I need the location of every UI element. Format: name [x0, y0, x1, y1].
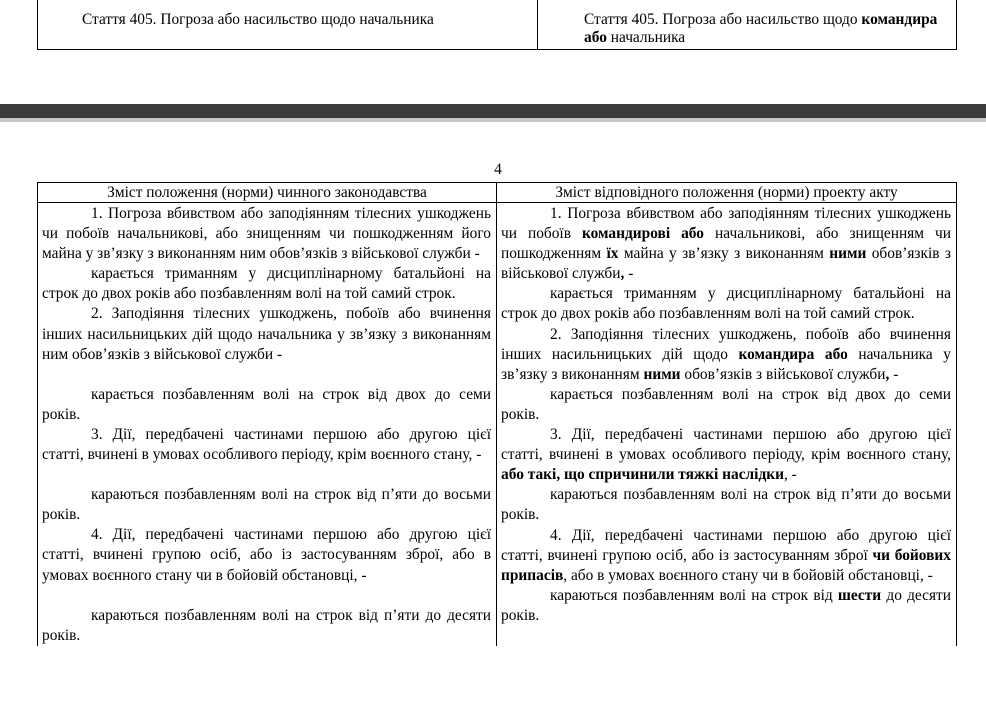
amended-text: шести	[837, 586, 882, 604]
text-run: карається позбавленням волі на строк від двох до семи років.	[501, 385, 951, 423]
law-paragraph	[501, 425, 951, 485]
comparison-table	[37, 182, 957, 646]
law-paragraph	[501, 325, 951, 385]
text-run: караються позбавленням волі на строк від п’яти до восьми років.	[42, 486, 491, 524]
text-run: караються позбавленням волі на строк від п’яти до восьми років.	[501, 486, 951, 524]
amended-text: командира або	[584, 11, 938, 46]
header-current-law: Зміст положення (норми) чинного законодавства	[38, 183, 497, 203]
text-run: 3. Дії, передбачені частинами першою або другою цієї статті, вчинені в умовах особливого періоду, крім воєнного стану, -	[42, 425, 491, 464]
text-run: карається триманням у дисциплінарному батальйоні на строк до двох років або позбавленням волі на той самий строк.	[501, 285, 951, 323]
law-paragraph	[42, 264, 491, 304]
law-paragraph	[42, 425, 491, 465]
text-run: обов’язків з військової служби	[680, 365, 886, 383]
text-run: начальника у зв’язку з виконанням	[501, 345, 951, 383]
article-title-proposed	[538, 0, 957, 50]
law-paragraph	[501, 204, 951, 284]
amended-text: чи бойових припасів	[501, 546, 951, 584]
proposed-act-column	[497, 203, 957, 646]
text-run: начальникові, або знищенням чи пошкодженням	[501, 225, 951, 263]
law-paragraph	[501, 485, 951, 525]
law-paragraph	[42, 525, 491, 585]
amended-text: ,	[620, 265, 625, 283]
text-run: , -	[783, 466, 797, 484]
article-title-current: Стаття 405. Погроза або насильство щодо начальника	[38, 0, 538, 50]
law-paragraph	[42, 204, 491, 264]
text-run: караються позбавленням волі на строк від п’яти до десяти років.	[42, 606, 491, 644]
law-paragraph	[42, 606, 491, 646]
text-run: -	[624, 265, 634, 283]
text-run: 1. Погроза вбивством або заподіянням тілесних ушкоджень чи побоїв	[501, 205, 951, 243]
previous-page-table	[37, 0, 957, 50]
text-run: до десяти років.	[501, 586, 952, 624]
amended-text: ними	[643, 365, 681, 383]
text-run: Стаття 405. Погроза або насильство щодо	[584, 11, 862, 28]
text-run: 3. Дії, передбачені частинами першою або другою цієї статті, вчинені в умовах особливого періоду, крім воєнного стану,	[501, 426, 951, 464]
text-run: , або в умовах воєнного стану чи в бойовій обстановці, -	[563, 566, 933, 584]
text-run: -	[889, 365, 899, 383]
amended-text: командира або	[738, 345, 848, 363]
amended-text: їх	[606, 245, 619, 263]
amended-text: командирові або	[581, 225, 704, 243]
text-run: майна у зв’язку з виконанням	[618, 245, 830, 263]
text-run: 2. Заподіяння тілесних ушкоджень, побоїв або вчинення інших насильницьких дій щодо начальника у зв’язку з виконанням ним обов’язків з військової служби -	[42, 305, 491, 363]
law-paragraph	[42, 485, 491, 525]
text-run: обов’язків з військової служби	[501, 245, 952, 283]
page-number: 4	[494, 161, 502, 178]
text-run: 1. Погроза вбивством або заподіянням тілесних ушкоджень чи побоїв начальникові, або знищенням чи пошкодженням його майна у зв’язку з виконанням ним обов’язків з військової служби -	[42, 205, 491, 263]
text-run: карається триманням у дисциплінарному батальйоні на строк до двох років або позбавленням волі на той самий строк.	[42, 265, 491, 303]
law-paragraph	[501, 385, 951, 425]
amended-text: ними	[829, 245, 867, 263]
law-paragraph	[501, 526, 951, 586]
law-paragraph	[501, 586, 951, 626]
paragraph-gap	[42, 365, 491, 385]
text-run: 4. Дії, передбачені частинами першою або другою цієї статті, вчинені групою осіб, або із застосуванням зброї, або в умовах воєнного стану чи в бойовій обстановці, -	[42, 526, 491, 584]
text-run: 4. Дії, передбачені частинами першою або другою цієї статті, вчинені групою осіб, або із застосуванням зброї	[501, 526, 951, 564]
text-run: 2. Заподіяння тілесних ушкоджень, побоїв або вчинення інших насильницьких дій щодо	[501, 325, 951, 363]
header-proposed-act: Зміст відповідного положення (норми) проекту акту	[497, 183, 957, 203]
amended-text: ,	[885, 365, 890, 383]
law-paragraph	[501, 284, 951, 324]
text-run: начальника	[606, 29, 686, 46]
amended-text: або такі, що спричинили тяжкі наслідки	[501, 466, 784, 484]
paragraph-gap	[42, 465, 491, 485]
text-run: караються позбавленням волі на строк від	[550, 586, 838, 604]
current-law-column	[38, 203, 497, 646]
paragraph-gap	[42, 586, 491, 606]
text-run: карається позбавленням волі на строк від двох до семи років.	[42, 385, 491, 423]
law-paragraph	[42, 304, 491, 364]
page-separator	[0, 104, 986, 118]
page-separator-shadow	[0, 118, 986, 122]
law-paragraph	[42, 385, 491, 425]
